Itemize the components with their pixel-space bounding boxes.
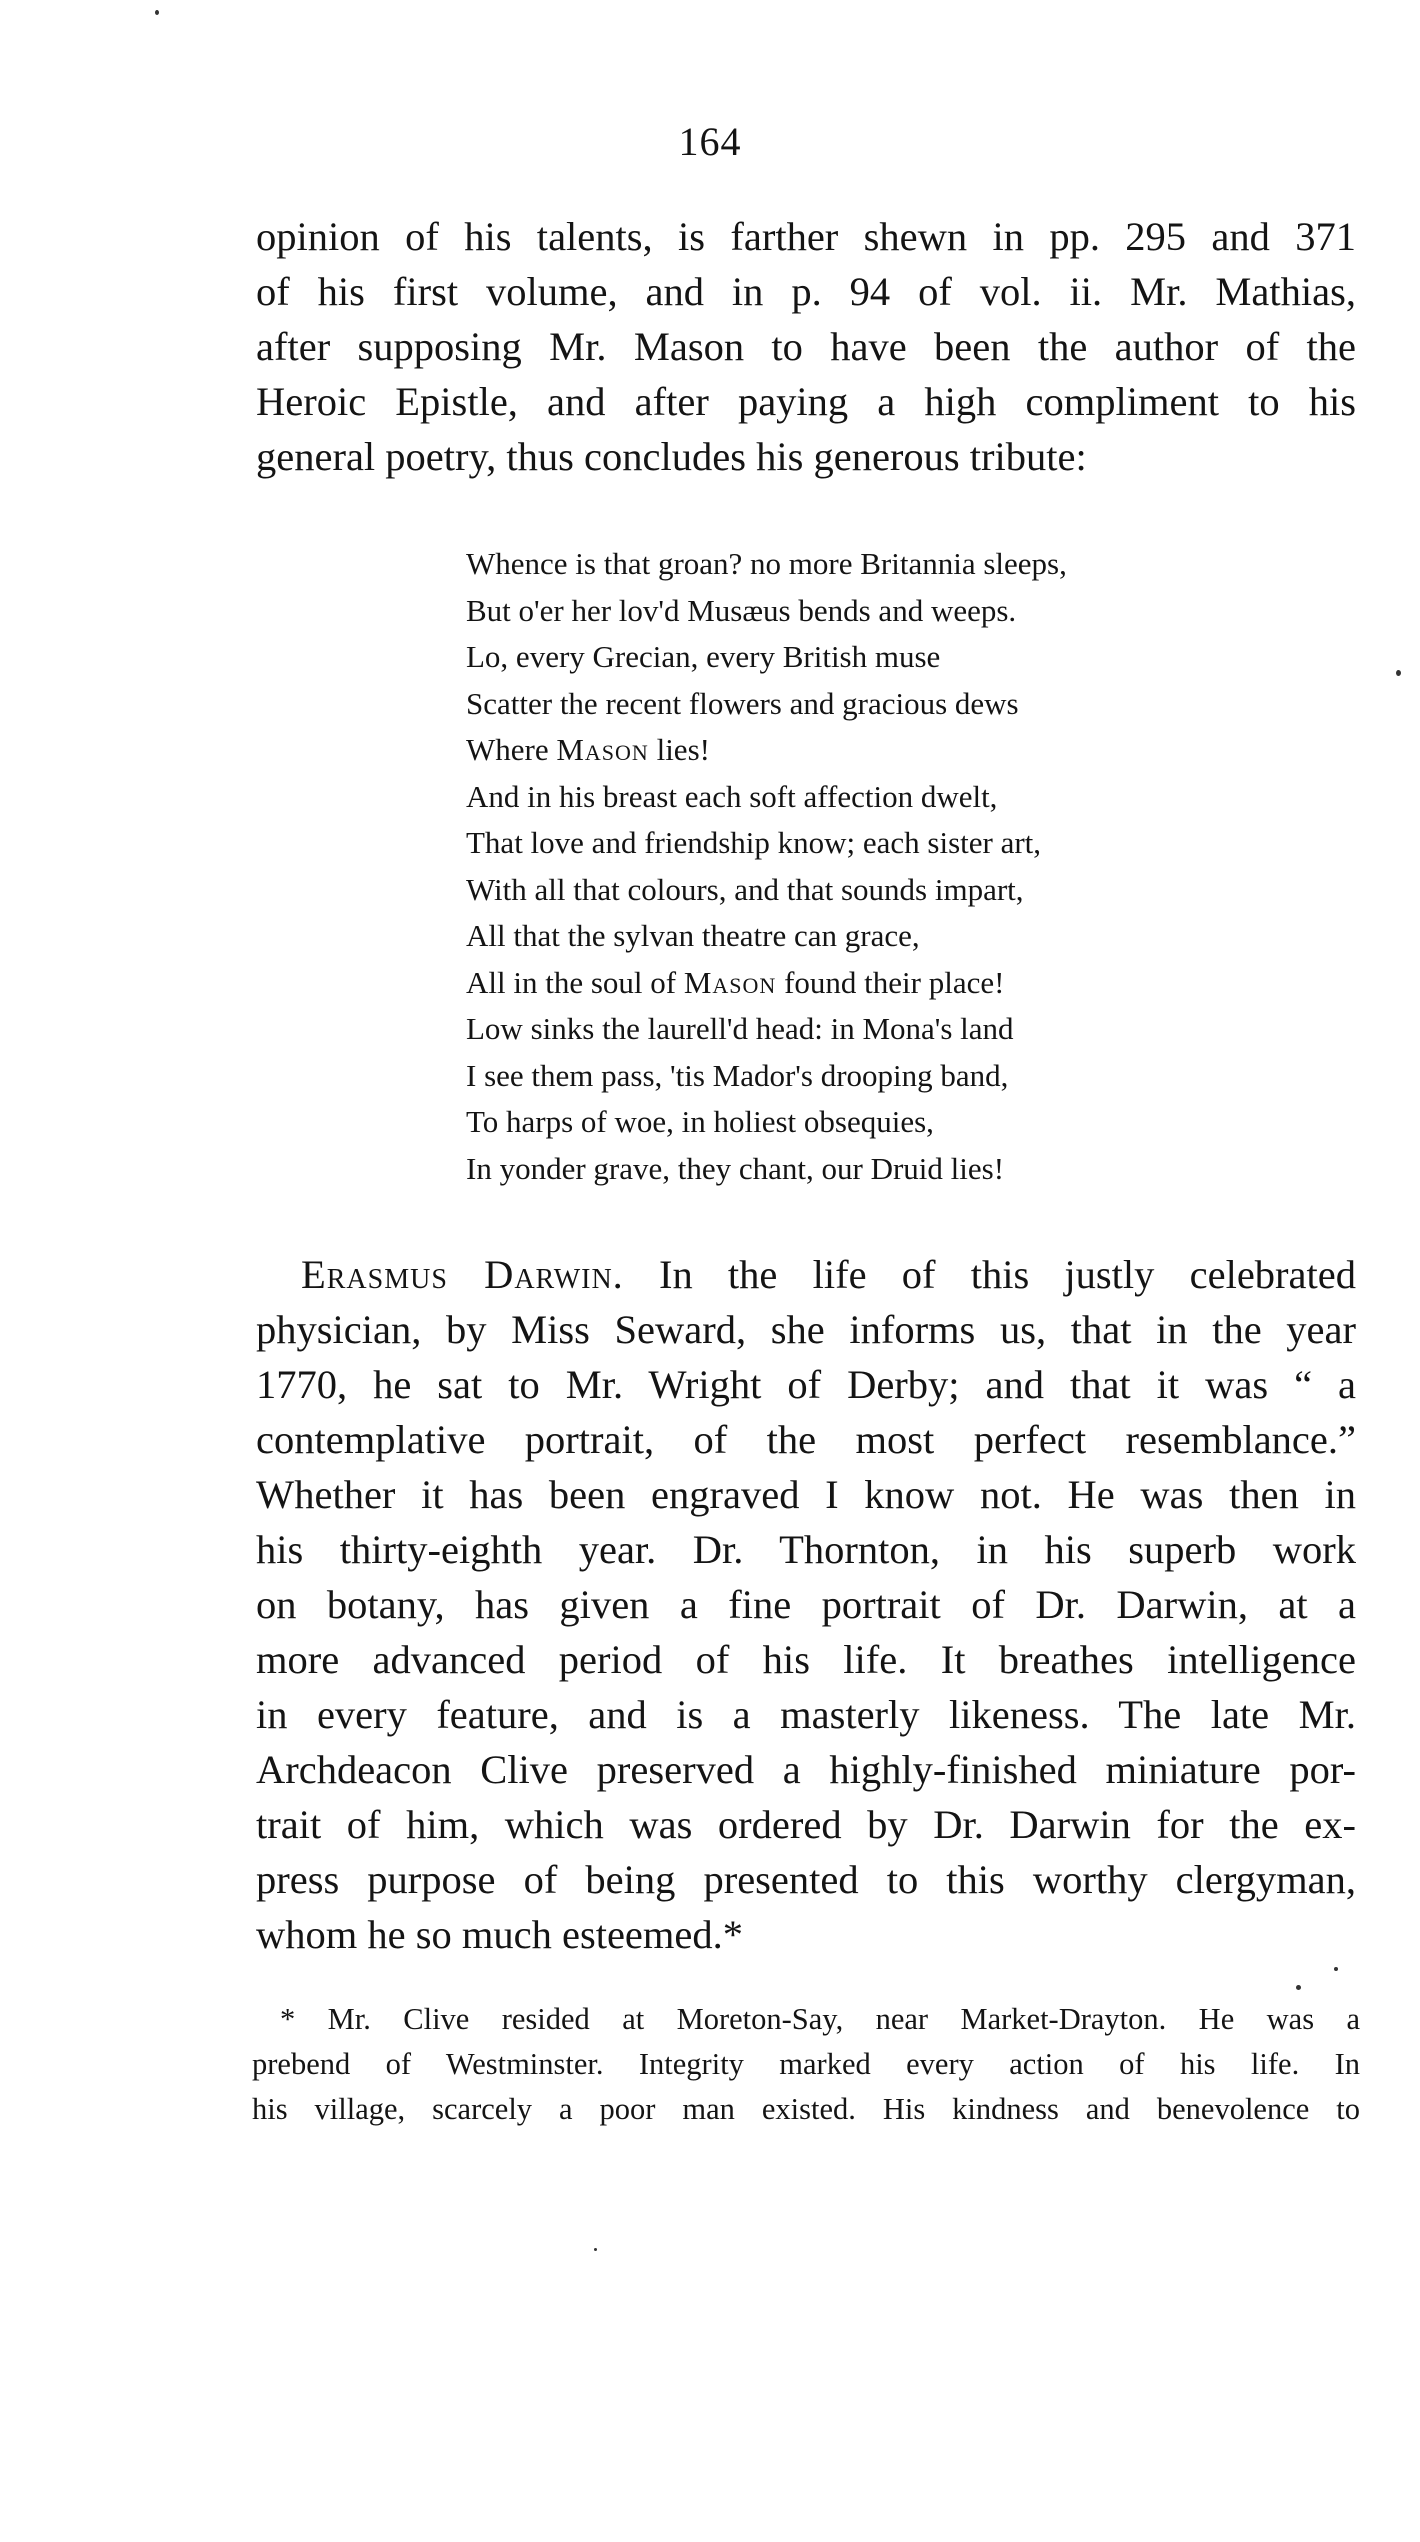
verse-quotation [466,541,1226,1192]
name-mason: Mason [683,964,777,1000]
text-line: his thirty-eighth year. Dr. Thornton, in his superb work [256,1527,1356,1572]
verse-line: Whence is that groan? no more Britannia sleeps, [466,546,1067,581]
text-line-rest: In the life of this justly celebrated [659,1252,1356,1297]
text-line: of his first volume, and in p. 94 of vol. ii. Mr. Mathias, [256,269,1356,314]
verse-line: I see them pass, 'tis Mador's drooping band, [466,1057,1009,1093]
text-line: Heroic Epistle, and after paying a high compliment to his [256,379,1356,424]
verse-text: All in the soul of [466,964,677,1000]
ink-speck [1396,670,1401,676]
verse-text: found their place! [784,964,1005,1000]
verse-line: But o'er her lov'd Musæus bends and weeps. [466,592,1017,628]
text-line: general poetry, thus concludes his generous tribute: [256,434,1087,479]
footnote-line: prebend of Westminster. Integrity marked every action of his life. In [252,2047,1360,2081]
paragraph-mason [256,209,1356,484]
entry-heading: Erasmus Darwin. [301,1252,624,1297]
ink-speck [155,10,159,15]
text-line: 1770, he sat to Mr. Wright of Derby; and that it was “ a [256,1362,1356,1407]
ink-speck [1296,1985,1301,1990]
verse-line: And in his breast each soft affection dwelt, [466,778,998,814]
text-line: in every feature, and is a masterly likeness. The late Mr. [256,1692,1356,1737]
text-line: physician, by Miss Seward, she informs us, that in the year [256,1307,1356,1352]
text-line: press purpose of being presented to this worthy clergyman, [256,1857,1356,1902]
footnote-line: * Mr. Clive resided at Moreton-Say, near Market-Drayton. He was a [280,2002,1360,2036]
text-line: opinion of his talents, is farther shewn in pp. 295 and 371 [256,214,1356,259]
text-line: trait of him, which was ordered by Dr. Darwin for the ex- [256,1802,1356,1847]
verse-line: Lo, every Grecian, every British muse [466,639,941,674]
text-line: contemplative portrait, of the most perfect resemblance.” [256,1417,1356,1462]
paragraph-erasmus-darwin [256,1247,1356,1962]
verse-line: In yonder grave, they chant, our Druid lies! [466,1150,1005,1186]
verse-text: Where [466,732,549,767]
page-number: 164 [678,119,742,164]
verse-line: Scatter the recent flowers and gracious dews [466,685,1019,721]
text-line: Archdeacon Clive preserved a highly-finished miniature por- [256,1747,1356,1792]
verse-line [466,960,1226,1007]
verse-line: That love and friendship know; each sister art, [466,825,1042,860]
verse-line: With all that colours, and that sounds impart, [466,871,1024,907]
text-line: Whether it has been engraved I know not. He was then in [256,1472,1356,1517]
ink-speck [594,2248,597,2251]
verse-text: lies! [656,732,710,767]
verse-line: To harps of woe, in holiest obsequies, [466,1104,934,1139]
text-line [256,1247,1356,1302]
footnote-line: his village, scarcely a poor man existed. His kindness and benevolence to [252,2092,1360,2126]
verse-line: All that the sylvan theatre can grace, [466,918,920,953]
text-line: more advanced period of his life. It breathes intelligence [256,1637,1356,1682]
text-line: on botany, has given a fine portrait of Dr. Darwin, at a [256,1582,1356,1627]
footnote [252,1997,1360,2132]
ink-speck [1334,1967,1338,1971]
text-line: after supposing Mr. Mason to have been the author of the [256,324,1356,369]
verse-line: Low sinks the laurell'd head: in Mona's land [466,1011,1014,1046]
name-mason: Mason [556,732,649,767]
verse-line [466,727,1226,774]
text-line: whom he so much esteemed.* [256,1912,744,1957]
